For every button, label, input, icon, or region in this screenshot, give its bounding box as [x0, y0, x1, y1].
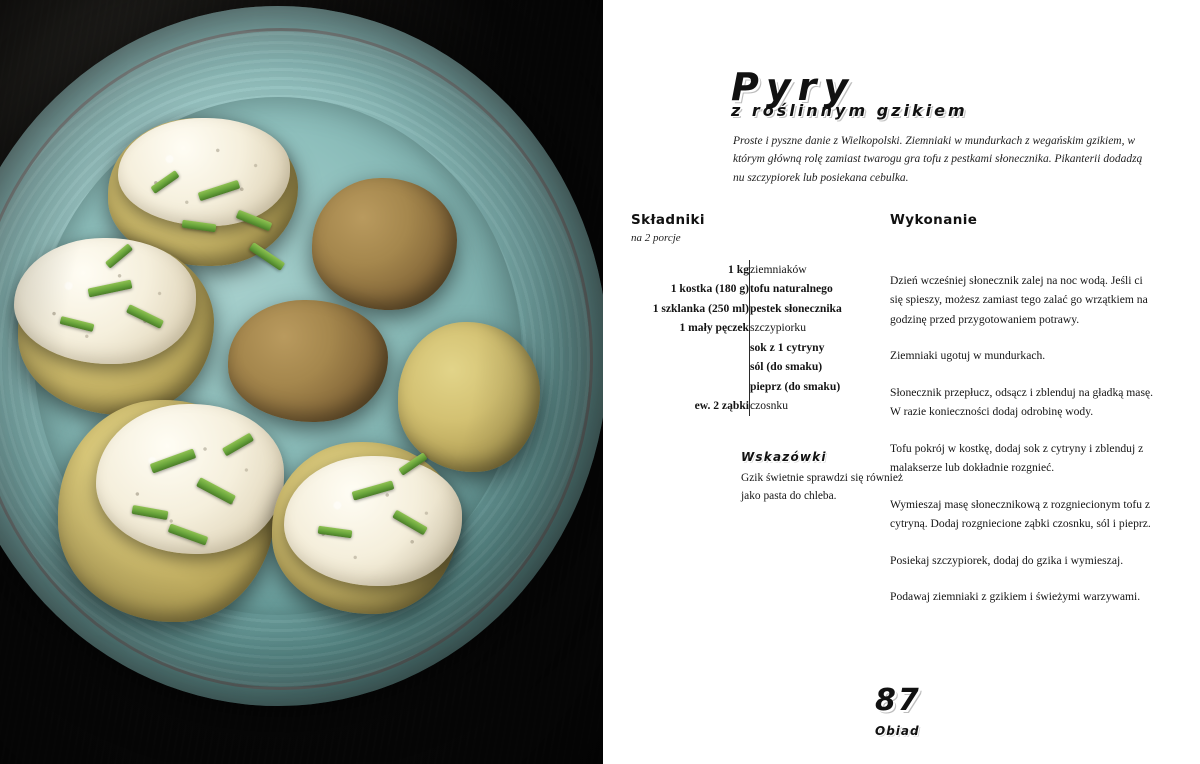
potato-plain-3	[398, 322, 540, 472]
recipe-intro: Proste i pyszne danie z Wielkopolski. Ziemniaki w mundurkach z wegańskim gzikiem, w którym główną rolę zamiast twarogu gra tofu z pestkami słonecznika. Pikanterii dodadzą nu szczypiorek lub posiekana cebulka.	[733, 134, 1143, 184]
ingredient-name: sok z 1 cytryny	[750, 338, 922, 357]
table-row	[631, 260, 921, 279]
table-row	[631, 338, 921, 357]
ingredient-qty	[631, 338, 750, 357]
ingredient-name: szczypiorku	[750, 318, 922, 337]
method-step: Posiekaj szczypiorek, dodaj do gzika i wymieszaj.	[890, 553, 1124, 567]
table-row	[631, 396, 921, 415]
ingredient-qty	[631, 357, 750, 376]
ingredients-heading: Składniki	[631, 212, 705, 228]
gzik-topping-1	[118, 118, 290, 226]
method-steps	[890, 271, 1158, 607]
table-row	[631, 318, 921, 337]
page-title: Pyry	[731, 65, 856, 110]
ingredient-name: pestek słonecznika	[750, 299, 922, 318]
method-step: Wymieszaj masę słonecznikową z rozgniecionym tofu z cytryną. Dodaj rozgniecione ząbki czosnku, sól i pieprz.	[890, 497, 1151, 531]
servings-note: na 2 porcje	[631, 232, 681, 244]
tips-text: Gzik świetnie sprawdzi się również jako pasta do chleba.	[741, 471, 903, 502]
ingredient-name: tofu naturalnego	[750, 279, 922, 298]
page-number: 87	[875, 683, 921, 718]
ingredient-name: sól (do smaku)	[750, 357, 922, 376]
ingredient-name: ziemniaków	[750, 260, 922, 279]
method-column	[890, 212, 1158, 624]
ingredients-table	[631, 260, 921, 416]
method-heading: Wykonanie	[890, 212, 978, 228]
gzik-topping-2	[14, 238, 196, 364]
table-row	[631, 279, 921, 298]
table-row	[631, 377, 921, 396]
potato-plain-2	[228, 300, 388, 422]
ingredient-qty: 1 kostka (180 g)	[670, 282, 749, 296]
ingredient-qty: 1 szklanka (250 ml)	[652, 301, 749, 315]
ingredient-name: czosnku	[750, 396, 922, 415]
method-step: Ziemniaki ugotuj w mundurkach.	[890, 349, 1046, 363]
ingredient-qty	[631, 377, 750, 396]
ingredient-qty: ew. 2 ząbki	[694, 399, 749, 413]
page-subtitle: z roślinnym gzikiem	[731, 101, 968, 121]
tips-block	[631, 450, 921, 506]
table-row	[631, 299, 921, 318]
method-step: Podawaj ziemniaki z gzikiem i świeżymi warzywami.	[890, 590, 1141, 604]
method-step: Tofu pokrój w kostkę, dodaj sok z cytryny i zblenduj z malakserze lub dokładnie rozgnieć.	[890, 441, 1144, 475]
ingredient-qty: 1 mały pęczek	[679, 321, 749, 335]
table-row	[631, 357, 921, 376]
ingredient-name: pieprz (do smaku)	[750, 377, 922, 396]
ingredients-column	[631, 212, 921, 505]
gzik-topping-4	[284, 456, 462, 586]
potato-plain-1	[312, 178, 457, 310]
method-step: Dzień wcześniej słonecznik zalej na noc wodą. Jeśli ci się spieszy, możesz zamiast tego zalać go wrzątkiem na godzinę przed przygotowaniem potrawy.	[890, 274, 1148, 326]
page-section-label: Obiad	[875, 724, 920, 738]
tips-heading: Wskazówki	[741, 449, 827, 464]
ingredient-qty: 1 kg	[728, 263, 749, 276]
method-step: Słonecznik przepłucz, odsącz i zblenduj na gładką masę. W razie konieczności dodaj odrobinę wody.	[890, 385, 1154, 419]
recipe-text-page	[603, 0, 1200, 764]
